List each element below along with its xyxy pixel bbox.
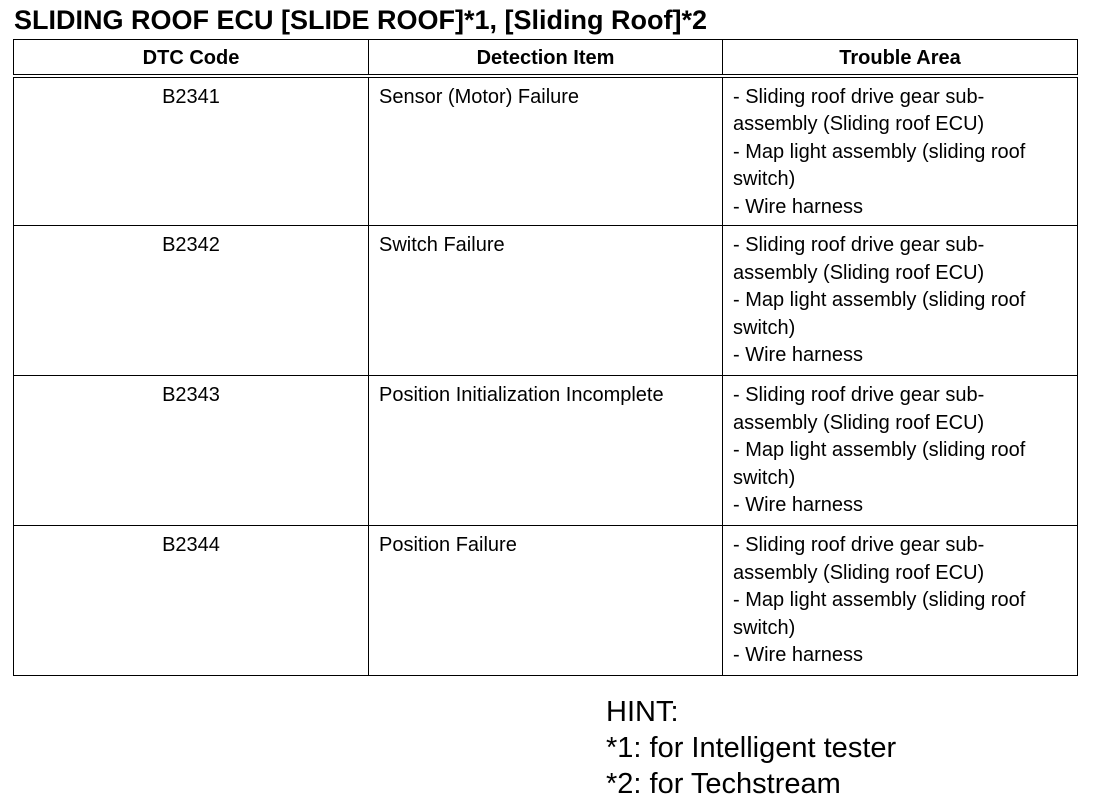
trouble-area-line: - Wire harness: [733, 494, 864, 516]
column-header-detection-item: Detection Item: [369, 40, 723, 76]
trouble-area-line: - Wire harness: [733, 195, 864, 218]
trouble-area-line: - Sliding roof drive gear sub-: [733, 85, 985, 108]
trouble-area-line: - Wire harness: [733, 644, 864, 666]
detection-item-cell: Switch Failure: [369, 226, 723, 376]
trouble-area-line: - Sliding roof drive gear sub-: [733, 534, 985, 556]
trouble-area-line: switch): [733, 466, 796, 489]
dtc-code-cell: B2343: [14, 376, 369, 526]
trouble-area-line: - Map light assembly (sliding roof: [733, 589, 1026, 611]
dtc-code-cell: B2341: [14, 76, 369, 226]
trouble-area-cell: [723, 226, 1078, 376]
trouble-area-line: switch): [733, 316, 796, 339]
trouble-area-line: switch): [733, 168, 796, 190]
trouble-area-line: assembly (Sliding roof ECU): [733, 561, 985, 584]
trouble-area-cell: [723, 376, 1078, 526]
hint-note: *2: for Techstream: [606, 768, 841, 800]
table-row: [14, 376, 1078, 526]
trouble-area-line: assembly (Sliding roof ECU): [733, 113, 985, 135]
detection-item-cell: Position Failure: [369, 526, 723, 676]
table-header-row: [14, 40, 1078, 76]
dtc-table: [13, 39, 1078, 676]
trouble-area-line: assembly (Sliding roof ECU): [733, 261, 985, 284]
trouble-area-line: - Sliding roof drive gear sub-: [733, 234, 985, 256]
page-title: SLIDING ROOF ECU [SLIDE ROOF]*1, [Sliding Roof]*2: [14, 5, 707, 35]
column-header-trouble-area: Trouble Area: [723, 40, 1078, 76]
trouble-area-line: - Wire harness: [733, 344, 864, 366]
trouble-area-line: - Map light assembly (sliding roof: [733, 439, 1026, 461]
trouble-area-cell: [723, 526, 1078, 676]
trouble-area-cell: [723, 76, 1078, 226]
column-header-dtc-code: DTC Code: [14, 40, 369, 76]
hint-heading: HINT:: [606, 696, 679, 728]
dtc-code-cell: B2342: [14, 226, 369, 376]
table-row: [14, 76, 1078, 226]
hint-note: *1: for Intelligent tester: [606, 732, 897, 764]
detection-item-cell: Sensor (Motor) Failure: [369, 76, 723, 226]
table-row: [14, 526, 1078, 676]
detection-item-cell: Position Initialization Incomplete: [369, 376, 723, 526]
trouble-area-line: switch): [733, 616, 796, 639]
trouble-area-line: assembly (Sliding roof ECU): [733, 411, 985, 434]
trouble-area-line: - Map light assembly (sliding roof: [733, 289, 1026, 311]
dtc-code-cell: B2344: [14, 526, 369, 676]
trouble-area-line: - Map light assembly (sliding roof: [733, 140, 1026, 163]
table-row: [14, 226, 1078, 376]
trouble-area-line: - Sliding roof drive gear sub-: [733, 384, 985, 406]
hint-block: [606, 694, 896, 802]
